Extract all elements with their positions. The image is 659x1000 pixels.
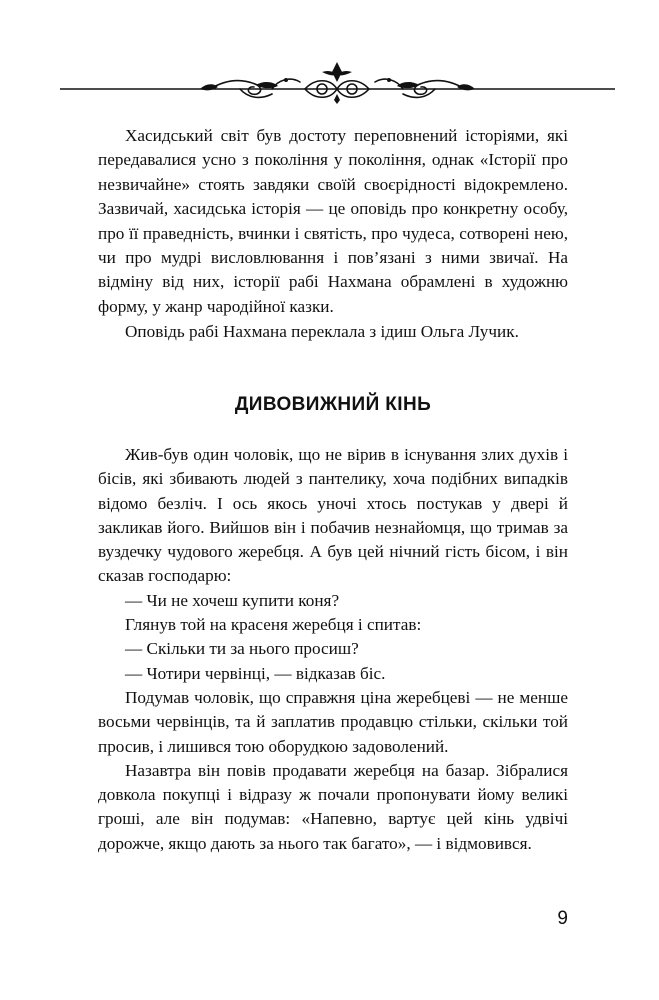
story-paragraph: — Скільки ти за нього просиш? [125,639,359,659]
intro-paragraph: Хасидський світ був достоту переповнений історіями, які передавалися усно з покоління у покоління, однак «Історії про незвичайне» стоять завдяки своїй своєрідності відокремлено. Зазвичай, хасидська історія — це оповідь про конкретну особу, про її праведність, вчинки і святість, про чудеса, сотворені нею, чи про мудрі висловлювання і пов’язані з ними звичаї. На відміну від них, історії рабі Нахмана обрамлені в художню форму, у жанр чародійної казки. [98,126,568,316]
story-paragraph: Жив-був один чоловік, що не вірив в існування злих духів і бісів, які збивають людей з пантелику, хоча подібних випадків відомо безліч. І ось якось уночі хтось постукав у двері й закликав його. Вийшов він і побачив незнайомця, що тримав за вуздечку чудового жеребця. А був цей нічний гість бісом, і він сказав господарю: [98,445,568,586]
intro-section [98,124,568,345]
story-paragraph: — Чотири червінці, — відказав біс. [125,663,386,683]
intro-paragraph: Оповідь рабі Нахмана переклала з ідиш Ольга Лучик. [125,322,519,342]
story-paragraph: — Чи не хочеш купити коня? [125,590,340,610]
story-paragraph: Назавтра він повів продавати жеребця на базар. Зібралися довкола покупці і відразу ж почали пропонувати йому великі гроші, але він подумав: «Напевно, вартує цей кінь удвічі дорожче, якщо дають за нього так багато», — і відмовився. [98,760,568,853]
page-number: 9 [557,908,568,929]
story-paragraph: Подумав чоловік, що справжня ціна жеребцеві — не менше восьми червінців, та й заплатив продавцю стільки, скільки той просив, і лишився тою оборудкою задоволений. [98,687,568,756]
story-paragraph: Глянув той на красеня жеребця і спитав: [125,615,422,635]
story-body [98,443,568,856]
ornamental-divider-icon [60,58,615,104]
story-title: ДИВОВИЖНИЙ КІНЬ [234,394,432,415]
